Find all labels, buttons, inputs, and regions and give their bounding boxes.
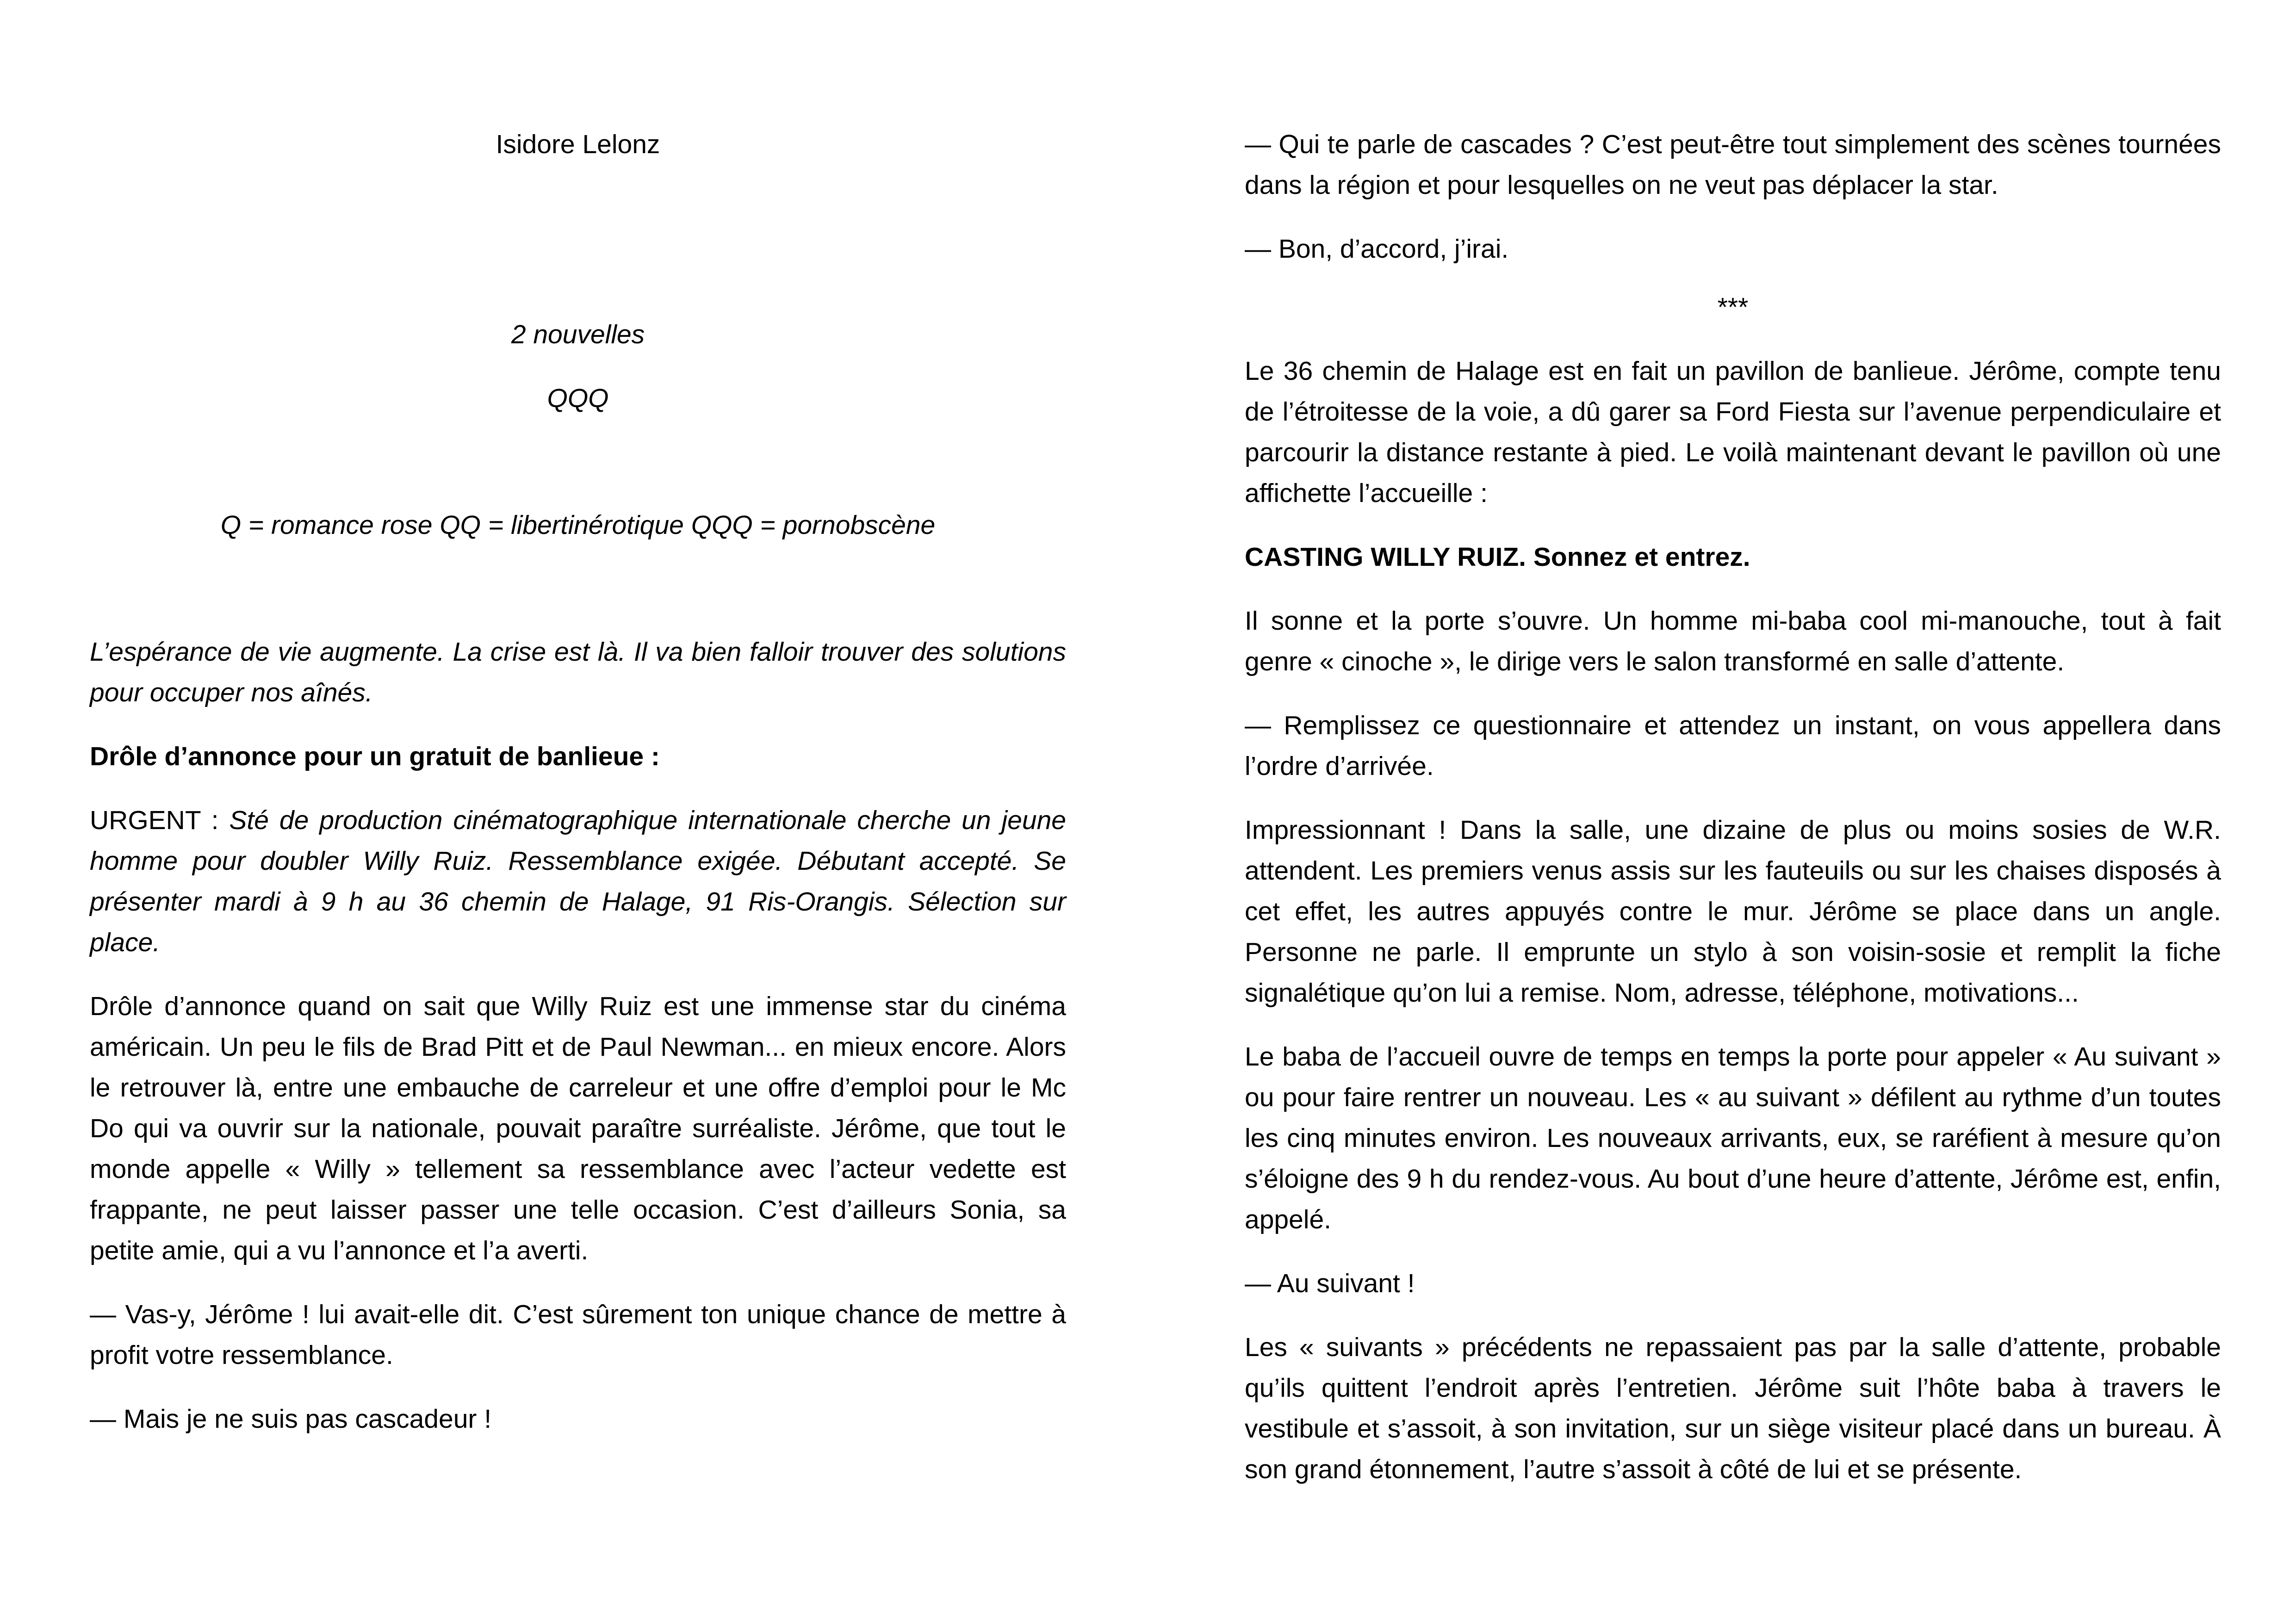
- intro-paragraph: L’espérance de vie augmente. La crise est là. Il va bien falloir trouver des solutions pour occuper nos aînés.: [90, 637, 1066, 707]
- paragraph: — Qui te parle de cascades ? C’est peut-être tout simplement des scènes tournées dans la région et pour lesquelles on ne veut pas déplacer la star.: [1245, 130, 2221, 200]
- paragraph: Le baba de l’accueil ouvre de temps en temps la porte pour appeler « Au suivant » ou pour faire rentrer un nouveau. Les « au suivant » défilent au rythme d’un toutes les cinq minutes environ. Les nouveaux arrivants, eux, se raréfient à mesure qu’on s’éloigne des 9 h du rendez-vous. Au bout d’une heure d’attente, Jérôme est, enfin, appelé.: [1245, 1042, 2221, 1234]
- section-separator: ***: [1717, 292, 1749, 322]
- paragraph: Le 36 chemin de Halage est en fait un pavillon de banlieue. Jérôme, compte tenu de l’étroitesse de la voie, a dû garer sa Ford Fiesta sur l’avenue perpendiculaire et parcourir la distance restante à pied. Le voilà maintenant devant le pavillon où une affichette l’accueille :: [1245, 356, 2221, 508]
- paragraph: Impressionnant ! Dans la salle, une dizaine de plus ou moins sosies de W.R. attendent. Les premiers venus assis sur les fauteuils ou sur les chaises disposés à cet effet, les autres appuyés contre le mur. Jérôme se place dans un angle. Personne ne parle. Il emprunte un stylo à son voisin-sosie et remplit la fiche signalétique qu’on lui a remise. Nom, adresse, téléphone, motivations...: [1245, 815, 2221, 1008]
- casting-sign: CASTING WILLY RUIZ. Sonnez et entrez.: [1245, 542, 1750, 572]
- paragraph: — Vas-y, Jérôme ! lui avait-elle dit. C’est sûrement ton unique chance de mettre à profit votre ressemblance.: [90, 1300, 1066, 1370]
- paragraph: Il sonne et la porte s’ouvre. Un homme mi-baba cool mi-manouche, tout à fait genre « cinoche », le dirige vers le salon transformé en salle d’attente.: [1245, 606, 2221, 676]
- paragraph: — Au suivant !: [1245, 1269, 1415, 1298]
- left-page: [90, 0, 1066, 1439]
- ad-paragraph: [90, 800, 1066, 963]
- paragraph: — Mais je ne suis pas cascadeur !: [90, 1404, 492, 1434]
- paragraph: Drôle d’annonce quand on sait que Willy Ruiz est une immense star du cinéma américain. Un peu le fils de Brad Pitt et de Paul Newman... en mieux encore. Alors le retrouver là, entre une embauche de carreleur et une offre d’emploi pour le Mc Do qui va ouvrir sur la nationale, pouvait paraître surréaliste. Jérôme, que tout le monde appelle « Willy » tellement sa ressemblance avec l’acteur vedette est frappante, ne peut laisser passer une telle occasion. C’est d’ailleurs Sonia, sa petite amie, qui a vu l’annonce et l’a averti.: [90, 991, 1066, 1265]
- right-page: [1245, 0, 2221, 1490]
- ad-prefix: URGENT :: [90, 805, 230, 835]
- paragraph: — Bon, d’accord, j’irai.: [1245, 234, 1509, 264]
- section-heading: Drôle d’annonce pour un gratuit de banlieue :: [90, 742, 660, 771]
- ad-text: Sté de production cinématographique internationale cherche un jeune homme pour doubler Willy Ruiz. Ressemblance exigée. Débutant accepté. Se présenter mardi à 9 h au 36 chemin de Halage, 91 Ris-Orangis. Sélection sur place.: [90, 805, 1066, 957]
- rating-legend: Q = romance rose QQ = libertinérotique QQQ = pornobscène: [220, 510, 936, 540]
- paragraph: — Remplissez ce questionnaire et attendez un instant, on vous appellera dans l’ordre d’arrivée.: [1245, 711, 2221, 781]
- subtitle: 2 nouvelles: [511, 320, 645, 349]
- author-name: Isidore Lelonz: [496, 130, 660, 159]
- rating: QQQ: [547, 384, 609, 413]
- paragraph: Les « suivants » précédents ne repassaient pas par la salle d’attente, probable qu’ils quittent l’endroit après l’entretien. Jérôme suit l’hôte baba à travers le vestibule et s’assoit, à son invitation, sur un siège visiteur placé dans un bureau. À son grand étonnement, l’autre s’assoit à côté de lui et se présente.: [1245, 1332, 2221, 1484]
